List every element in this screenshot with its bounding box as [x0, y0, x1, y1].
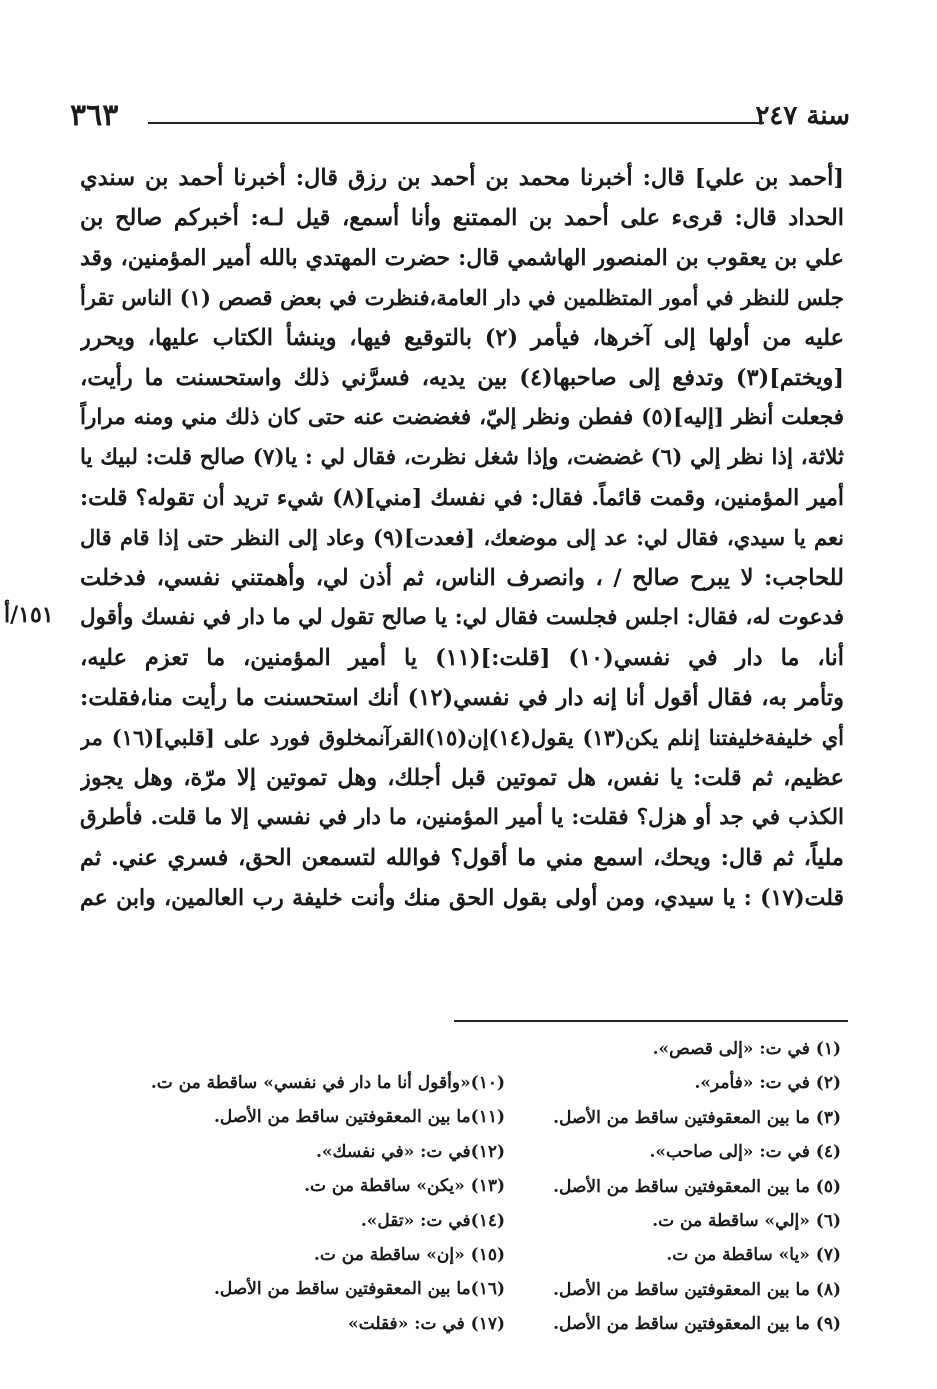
text-line: الكذب في جد أو هزل؟ فقلت: يا أمير المؤمنين، ما دار في نفسي إلا ما قلت. فأطرق — [80, 805, 844, 830]
footnote: (١٥) «إن» ساقطة من ت. — [313, 1244, 505, 1265]
footnotes-left-column — [145, 1066, 505, 1341]
footnote-separator — [454, 1020, 848, 1022]
footnote: (٥) ما بين المعقوفتين ساقط من الأصل. — [553, 1176, 841, 1197]
footnote: (٢) في ت: «فأمر». — [694, 1073, 841, 1094]
footnote: (١٦)ما بين المعقوفتين ساقط من الأصل. — [213, 1279, 505, 1300]
text-line: عليه من أولها إلى آخرها، فيأمر (٢) بالتوقيع فيها، وينشأ الكتاب عليها، ويحرر — [80, 325, 844, 351]
footnote: (١٢)في ت: «في نفسك». — [316, 1141, 505, 1162]
text-line: [ويختم](٣) وتدفع إلى صاحبها(٤) بين يديه، فسرَّني ذلك واستحسنت ما رأيت، — [80, 365, 844, 391]
footnote: (١٠)«وأقول أنا ما دار في نفسي» ساقطة من ت. — [150, 1073, 505, 1093]
text-line: الحداد قال: قرىء على أحمد بن الممتنع وأنا أسمع، قيل لـه: أخبركم صالح بن — [80, 205, 844, 231]
text-line: أي خليفةخليفتنا إنلم يكن(١٣) يقول(١٤)إن(١٥)القرآنمخلوق فورد على [قلبي](١٦) مر — [80, 725, 844, 750]
text-line: ملياً، ثم قال: ويحك، اسمع مني ما أقول؟ فوالله لتسمعن الحق، فسري عني. ثم — [80, 845, 844, 871]
page-number: ٣٦٣ — [70, 98, 119, 133]
footnote: (٦) «إلي» ساقطة من ت. — [652, 1210, 841, 1231]
text-line: عظيم، ثم قلت: يا نفس، هل تموتين قبل أجلك، وهل تموتين إلا مرّة، وهل يجوز — [80, 765, 844, 791]
text-line: نعم يا سيدي، فقال لي: عد إلى موضعك، [فعدت](٩) وعاد إلى النظر حتى إذا قام قال — [80, 525, 844, 550]
text-line: جلس للنظر في أمور المتظلمين في دار العامة،فنظرت في بعض قصص (١) الناس تقرأ — [80, 285, 844, 310]
text-line: [أحمد بن علي] قال: أخبرنا محمد بن أحمد بن رزق قال: أخبرنا أحمد بن سندي — [80, 165, 844, 191]
text-line: فجعلت أنظر [إليه](٥) ففطن ونظر إليّ، فغضضت عنه حتى كان ذلك مني ومنه مراراً — [80, 405, 844, 430]
footnote: (٧) «يا» ساقطة من ت. — [666, 1245, 841, 1266]
footnote: (١٤)في ت: «تقل». — [360, 1210, 505, 1231]
running-header — [70, 96, 850, 136]
running-header-year: سنة ٢٤٧ — [755, 101, 850, 131]
text-line: قلت(١٧) : يا سيدي، ومن أولى بقول الحق منك وأنت خليفة رب العالمين، وابن عم — [80, 885, 844, 911]
footnote: (١١)ما بين المعقوفتين ساقط من الأصل. — [213, 1107, 505, 1128]
manuscript-folio-note: ١٥١/أ — [4, 602, 54, 628]
header-rule — [148, 122, 764, 124]
footnote: (١٧) في ت: «فقلت» — [348, 1313, 505, 1334]
footnote: (١٣) «يكن» ساقطة من ت. — [304, 1176, 505, 1197]
footnote: (٤) في ت: «إلى صاحب». — [649, 1142, 841, 1163]
text-line: أمير المؤمنين، وقمت قائماً. فقال: في نفسك [مني](٨) شيء تريد أن تقوله؟ قلت: — [80, 485, 844, 511]
footnote: (٣) ما بين المعقوفتين ساقط من الأصل. — [553, 1107, 841, 1128]
text-line: فدعوت له، فقال: اجلس فجلست فقال لي: يا صالح تقول لي ما دار في نفسك وأقول — [80, 605, 844, 630]
text-line: للحاجب: لا يبرح صالح / ، وانصرف الناس، ثم أذن لي، وأهمتني نفسي، فدخلت — [80, 565, 844, 591]
main-text — [80, 158, 844, 918]
footnote: (٨) ما بين المعقوفتين ساقط من الأصل. — [553, 1279, 841, 1300]
footnote: (١) في ت: «إلى قصص». — [652, 1039, 841, 1059]
text-line: أنا، ما دار في نفسي(١٠) [قلت:](١١) يا أمير المؤمنين، ما تعزم عليه، — [80, 645, 844, 671]
text-line: وتأمر به، فقال أقول أنا إنه دار في نفسي(١٢) أنك استحسنت ما رأيت منا،فقلت: — [80, 685, 844, 711]
text-line: علي بن يعقوب بن المنصور الهاشمي قال: حضرت المهتدي بالله أمير المؤمنين، وقد — [80, 245, 844, 271]
text-line: ثلاثة، إذا نظر إلي (٦) غضضت، وإذا شغل نظرت، فقال لي : يا(٧) صالح قلت: لبيك يا — [80, 445, 844, 470]
footnotes-right-column — [521, 1032, 841, 1342]
footnote: (٩) ما بين المعقوفتين ساقط من الأصل. — [553, 1314, 841, 1335]
